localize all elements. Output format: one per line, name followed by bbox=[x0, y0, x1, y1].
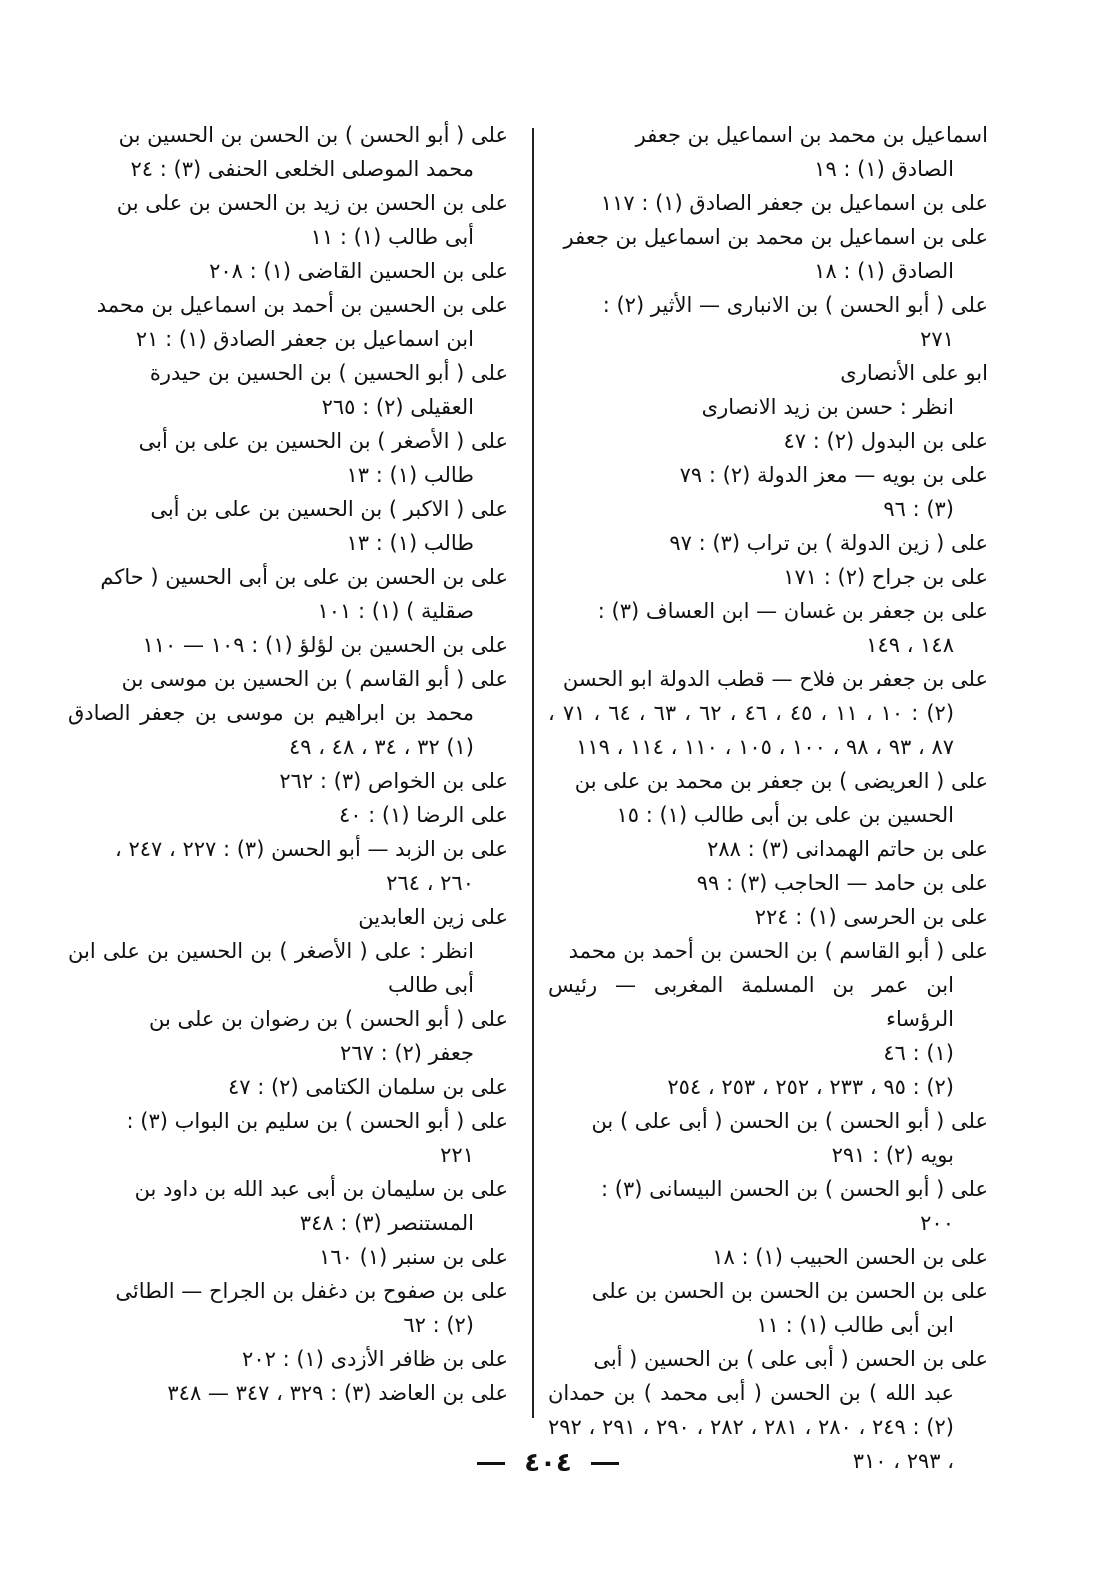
entry-heading: على بن الحسين بن أحمد بن اسماعيل بن محمد bbox=[96, 293, 508, 317]
entry-heading: على بن الحسن الحبيب (١) : ١٨ bbox=[712, 1245, 988, 1269]
page-number-text: ٤٠٤ bbox=[524, 1448, 572, 1478]
entry-continuation: أبى طالب (١) : ١١ bbox=[310, 225, 474, 249]
entry-heading: على بن صفوح بن دغفل بن الجراح — الطائى bbox=[115, 1279, 508, 1303]
index-entry bbox=[548, 458, 988, 526]
index-entry bbox=[68, 1104, 508, 1172]
entry-continuation: ابن اسماعيل بن جعفر الصادق (١) : ٢١ bbox=[135, 327, 474, 351]
index-entry bbox=[68, 492, 508, 560]
entry-heading: على ( أبو الحسين ) بن الحسين بن حيدرة bbox=[149, 361, 508, 385]
entry-continuation: جعفر (٢) : ٢٦٧ bbox=[340, 1041, 474, 1065]
entry-continuation: المستنصر (٣) : ٣٤٨ bbox=[299, 1211, 474, 1235]
entry-heading: على ( الأصغر ) بن الحسين بن على بن أبى bbox=[138, 429, 508, 453]
entry-heading: على بن سنبر (١) ١٦٠ bbox=[319, 1245, 508, 1269]
entry-heading: على الرضا (١) : ٤٠ bbox=[338, 803, 508, 827]
entry-continuation: ٢٧١ bbox=[920, 327, 954, 351]
entry-continuation: عبد الله ) بن الحسن ( أبى محمد ) بن حمدان (٢) : ٢٤٩ ، ٢٨٠ ، ٢٨١ ، ٢٨٢ ، ٢٩٠ ، ٢٩١ ، ٢٩٢ ، ٢٩٣ ، ٣١٠ bbox=[548, 1381, 954, 1473]
left-column bbox=[68, 118, 508, 1410]
entry-heading: على بن الحسين القاضى (١) : ٢٠٨ bbox=[209, 259, 508, 283]
index-entry bbox=[548, 900, 988, 934]
entry-heading: على ( أبو الحسن ) بن الحسن البيسانى (٣) : bbox=[601, 1177, 988, 1201]
index-entry bbox=[548, 1104, 988, 1172]
index-entry bbox=[548, 594, 988, 662]
index-entry bbox=[548, 1240, 988, 1274]
entry-continuation: (١) : ٤٦ bbox=[883, 1041, 954, 1065]
index-entry bbox=[68, 1070, 508, 1104]
entry-heading: على ( أبو القاسم ) بن الحسن بن أحمد بن محمد bbox=[568, 939, 988, 963]
entry-heading: على بن الحسن ( أبى على ) بن الحسين ( أبى bbox=[593, 1347, 988, 1371]
index-entry bbox=[68, 560, 508, 628]
entry-continuation: انظر : على ( الأصغر ) بن الحسين بن على ابن أبى طالب bbox=[68, 939, 474, 997]
index-entry bbox=[68, 628, 508, 662]
entry-heading: على ( زين الدولة ) بن تراب (٣) : ٩٧ bbox=[669, 531, 988, 555]
entry-continuation: ٢٢١ bbox=[440, 1143, 474, 1167]
folio-dash-left bbox=[477, 1462, 505, 1465]
index-entry bbox=[548, 1274, 988, 1342]
entry-heading: على بن الحسين بن لؤلؤ (١) : ١٠٩ — ١١٠ bbox=[142, 633, 508, 657]
index-entry bbox=[548, 832, 988, 866]
entry-heading: على بن اسماعيل بن جعفر الصادق (١) : ١١٧ bbox=[600, 191, 988, 215]
entry-heading: على بن حاتم الهمدانى (٣) : ٢٨٨ bbox=[707, 837, 988, 861]
entry-heading: على بن ظافر الأزدى (١) : ٢٠٢ bbox=[242, 1347, 508, 1371]
entry-continuation: انظر : حسن بن زيد الانصارى bbox=[701, 395, 954, 419]
index-entry bbox=[68, 1342, 508, 1376]
entry-heading: على ( أبو الحسن ) بن رضوان بن على بن bbox=[148, 1007, 508, 1031]
index-entry bbox=[68, 288, 508, 356]
index-entry bbox=[68, 1274, 508, 1342]
index-entry bbox=[68, 118, 508, 186]
index-entry bbox=[548, 1070, 988, 1104]
entry-continuation: (٢) : ٦٢ bbox=[403, 1313, 474, 1337]
entry-continuation: ٢٠٠ bbox=[920, 1211, 954, 1235]
index-entry bbox=[548, 662, 988, 764]
entry-heading: على بن سليمان بن أبى عبد الله بن داود بن bbox=[134, 1177, 508, 1201]
entry-continuation: الصادق (١) : ١٨ bbox=[814, 259, 954, 283]
entry-heading: على بن البدول (٢) : ٤٧ bbox=[783, 429, 988, 453]
entry-continuation: بويه (٢) : ٢٩١ bbox=[831, 1143, 954, 1167]
entry-heading: على ( العريضى ) بن جعفر بن محمد بن على بن bbox=[574, 769, 988, 793]
index-entry bbox=[548, 288, 988, 356]
index-entry bbox=[548, 526, 988, 560]
index-entry bbox=[68, 662, 508, 764]
index-entry bbox=[548, 934, 988, 1036]
entry-continuation: طالب (١) : ١٣ bbox=[346, 531, 474, 555]
entry-continuation: العقيلى (٢) : ٢٦٥ bbox=[321, 395, 474, 419]
index-entry bbox=[68, 1240, 508, 1274]
entry-continuation: محمد الموصلى الخلعى الحنفى (٣) : ٢٤ bbox=[130, 157, 474, 181]
index-entry bbox=[68, 764, 508, 798]
entry-heading: على بن اسماعيل بن محمد بن اسماعيل بن جعفر bbox=[563, 225, 988, 249]
entry-heading: على ( أبو الحسن ) بن الحسن ( أبى على ) بن bbox=[591, 1109, 988, 1133]
entry-continuation: ابن عمر بن المسلمة المغربى — رئيس الرؤساء bbox=[548, 973, 954, 1031]
index-entry bbox=[68, 254, 508, 288]
index-entry bbox=[548, 186, 988, 220]
entry-continuation: (٣) : ٩٦ bbox=[883, 497, 954, 521]
entry-heading: على ( أبو الحسن ) بن الحسن بن الحسين بن bbox=[118, 123, 508, 147]
entry-heading: على ( أبو الحسن ) بن سليم بن البواب (٣) : bbox=[126, 1109, 508, 1133]
entry-heading: على بن الحسن بن زيد بن الحسن بن على بن bbox=[116, 191, 508, 215]
entry-heading: ابو على الأنصارى bbox=[840, 361, 988, 385]
entry-heading: على بن جعفر بن غسان — ابن العساف (٣) : bbox=[597, 599, 988, 623]
index-entry bbox=[68, 832, 508, 900]
entry-continuation: الحسين بن على بن أبى طالب (١) : ١٥ bbox=[616, 803, 954, 827]
entry-heading: على بن جعفر بن فلاح — قطب الدولة ابو الحسن bbox=[562, 667, 988, 691]
entry-heading: على بن جراح (٢) : ١٧١ bbox=[783, 565, 988, 589]
index-entry bbox=[68, 424, 508, 492]
index-entry bbox=[548, 118, 988, 186]
entry-continuation: طالب (١) : ١٣ bbox=[346, 463, 474, 487]
entry-heading: على ( الاكبر ) بن الحسين بن على بن أبى bbox=[150, 497, 508, 521]
index-entry bbox=[68, 900, 508, 1002]
index-entry bbox=[548, 1172, 988, 1240]
entry-continuation: (٢) : ٩٥ ، ٢٣٣ ، ٢٥٢ ، ٢٥٣ ، ٢٥٤ bbox=[667, 1075, 954, 1099]
entry-heading: على زين العابدين bbox=[358, 905, 508, 929]
entry-continuation: (٢) : ١٠ ، ١١ ، ٤٥ ، ٤٦ ، ٦٢ ، ٦٣ ، ٦٤ ، ٧١ ، ٨٧ ، ٩٣ ، ٩٨ ، ١٠٠ ، ١٠٥ ، ١١٠ ، ١١٤ ، ١١٩ bbox=[548, 701, 955, 759]
entry-heading: على بن حامد — الحاجب (٣) : ٩٩ bbox=[696, 871, 988, 895]
index-entry bbox=[548, 1036, 988, 1070]
index-entry bbox=[548, 220, 988, 288]
entry-heading: على بن الحسن بن على بن أبى الحسين ( حاكم bbox=[100, 565, 508, 589]
entry-continuation: الصادق (١) : ١٩ bbox=[814, 157, 954, 181]
index-entry bbox=[68, 798, 508, 832]
index-entry bbox=[548, 356, 988, 424]
column-divider bbox=[532, 128, 534, 1418]
page-number bbox=[0, 1448, 1096, 1478]
entry-heading: على ( أبو القاسم ) بن الحسين بن موسى بن bbox=[121, 667, 508, 691]
index-entry bbox=[548, 560, 988, 594]
entry-heading: على ( أبو الحسن ) بن الانبارى — الأثير (٢) : bbox=[602, 293, 988, 317]
entry-continuation: محمد بن ابراهيم بن موسى بن جعفر الصادق (١) ٣٢ ، ٣٤ ، ٤٨ ، ٤٩ bbox=[68, 701, 474, 759]
index-entry bbox=[548, 764, 988, 832]
index-entry bbox=[68, 356, 508, 424]
index-entry bbox=[548, 866, 988, 900]
index-entry bbox=[68, 1002, 508, 1070]
entry-heading: على بن الخواص (٣) : ٢٦٢ bbox=[279, 769, 508, 793]
entry-continuation: صقلية ) (١) : ١٠١ bbox=[317, 599, 474, 623]
folio-dash-right bbox=[591, 1462, 619, 1465]
entry-heading: على بن بويه — معز الدولة (٢) : ٧٩ bbox=[679, 463, 988, 487]
entry-heading: على بن الحرسى (١) : ٢٢٤ bbox=[754, 905, 988, 929]
entry-heading: على بن سلمان الكتامى (٢) : ٤٧ bbox=[227, 1075, 508, 1099]
index-entry bbox=[68, 1172, 508, 1240]
entry-heading: على بن الحسن بن الحسن بن الحسن بن على bbox=[591, 1279, 988, 1303]
entry-heading: اسماعيل بن محمد بن اسماعيل بن جعفر bbox=[635, 123, 988, 147]
entry-continuation: ١٤٨ ، ١٤٩ bbox=[866, 633, 954, 657]
entry-continuation: ابن أبى طالب (١) : ١١ bbox=[756, 1313, 954, 1337]
entry-heading: على بن العاضد (٣) : ٣٢٩ ، ٣٤٧ — ٣٤٨ bbox=[167, 1381, 508, 1405]
index-entry bbox=[68, 1376, 508, 1410]
entry-heading: على بن الزبد — أبو الحسن (٣) : ٢٢٧ ، ٢٤٧ ، bbox=[115, 837, 508, 861]
index-entry bbox=[68, 186, 508, 254]
entry-continuation: ٢٦٠ ، ٢٦٤ bbox=[386, 871, 474, 895]
index-entry bbox=[548, 424, 988, 458]
right-column bbox=[548, 118, 988, 1478]
